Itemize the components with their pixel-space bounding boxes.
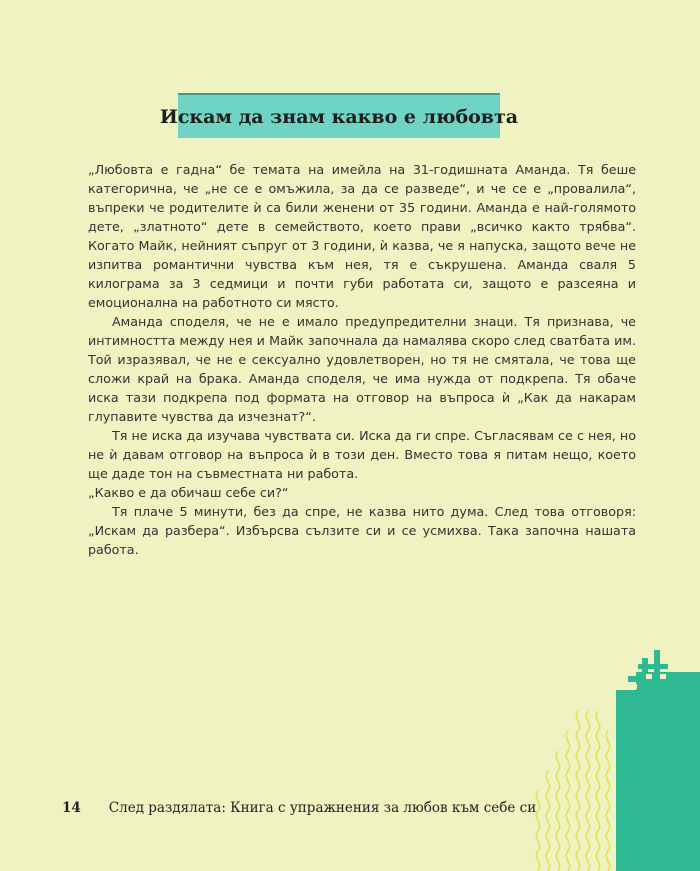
paragraph-4-quote: „Какво е да обичаш себе си?“: [88, 485, 289, 500]
paragraph-3: Тя не иска да изучава чувствата си. Иска да ги спре. Съгласявам се с нея, но не ѝ давам отговор на въпроса ѝ в този ден. Вместо това я питам нещо, което ще даде тон на съвместната ни работа.: [88, 428, 636, 481]
body-text: [88, 160, 636, 559]
paragraph-1: „Любовта е гадна“ бе темата на имейла на 31-годишната Аманда. Тя беше категорична, че „не се е омъжила, за да се разведе“, и че се е „провалила“, въпреки че родителите ѝ са били женени от 35 години. Аманда е най-голямото дете, „златното“ дете в семейството, което прави „всичко както трябва“. Когато Майк, нейният съпруг от 3 години, ѝ казва, че я напуска, защото вече не изпитва романтични чувства към нея, тя е съкрушена. Аманда сваля 5 килограма за 3 седмици и почти губи работата си, защото е разсеяна и емоционална на работното си място.: [88, 162, 636, 310]
decorative-building-illustration: [530, 650, 700, 871]
paragraph-2: Аманда споделя, че не е имало предупредителни знаци. Тя признава, че интимността между нея и Майк започнала да намалява скоро след сватбата им. Той изразявал, че не е сексуално удовлетворен, но тя не смятала, че това ще сложи край на брака. Аманда споделя, че има нужда от подкрепа. Тя обаче иска тази подкрепа под формата на отговор на въпроса ѝ „Как да накарам глупавите чувства да изчезнат?“.: [88, 314, 636, 424]
page-footer: [62, 800, 536, 816]
paragraph-5: Тя плаче 5 минути, без да спре, не казва нито дума. След това отговоря: „Искам да разбера“. Избърсва сълзите си и се усмихва. Така започна нашата работа.: [88, 504, 636, 557]
teal-building: [616, 650, 700, 871]
section-title-box: [159, 93, 519, 138]
page-number: 14: [62, 800, 81, 816]
running-title: След раздялата: Книга с упражнения за любов към себе си: [108, 800, 537, 816]
section-title: Искам да знам какво е любовта: [159, 105, 519, 128]
wavy-lines-decoration: [536, 711, 609, 871]
